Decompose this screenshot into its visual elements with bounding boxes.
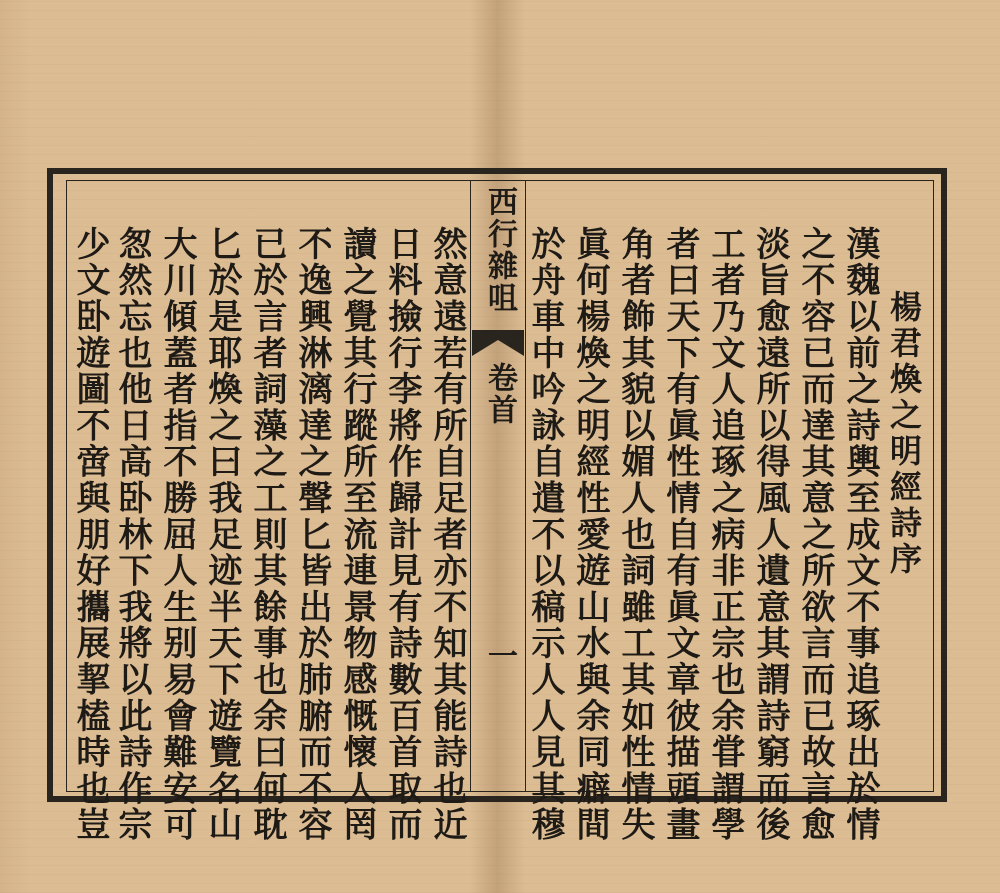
text-column: 怱然忘也他日高卧林下我將以此詩作宗 bbox=[112, 226, 152, 844]
text-column: 於舟車中吟詠自遣不以稿示人人見其穆 bbox=[525, 226, 565, 844]
text-column: 大川傾蓋者指不勝屈人生别易會難安可 bbox=[157, 226, 197, 844]
text-column: 少文卧遊圖不啻與朋好攜展挈榼時也豈 bbox=[70, 226, 110, 844]
preface-title: 楊君煥之明經詩序 bbox=[885, 290, 923, 578]
text-column: 匕於是耶煥之曰我足迹半天下遊覽名山 bbox=[202, 226, 242, 844]
text-column: 淡旨愈遠所以得風人遺意其謂詩窮而後 bbox=[750, 226, 790, 844]
center-page-number: 一 bbox=[482, 640, 517, 672]
text-column: 角者飾其貌以媚人也詞雖工其如性情失 bbox=[615, 226, 655, 844]
text-column: 者曰天下有眞性情自有眞文章彼描頭畫 bbox=[660, 226, 700, 844]
text-column: 已於言者詞藻之工則其餘事也余曰何耽 bbox=[247, 226, 287, 844]
text-column: 日料撿行李將作歸計見有詩數百首取而 bbox=[382, 226, 422, 844]
text-column: 眞何楊煥之明經性愛遊山水與余同癖間 bbox=[570, 226, 610, 844]
text-column: 讀之覺其行蹤所至流連景物感慨懷人罔 bbox=[337, 226, 377, 844]
text-column: 然意遠若有所自足者亦不知其能詩也近 bbox=[427, 226, 467, 844]
text-column: 之不容已而達其意之所欲言而已故言愈 bbox=[795, 226, 835, 844]
center-book-title: 西行雜咀 bbox=[482, 186, 517, 314]
center-section-label: 卷首 bbox=[482, 362, 517, 426]
text-column: 不逸興淋漓達之聲匕皆出於肺腑而不容 bbox=[292, 226, 332, 844]
fish-tail-ornament bbox=[472, 330, 524, 356]
text-column: 漢魏以前之詩輿至成文不事追琢出於情 bbox=[840, 226, 880, 844]
text-column: 工者乃文人追琢之病非正宗也余甞謂學 bbox=[705, 226, 745, 844]
